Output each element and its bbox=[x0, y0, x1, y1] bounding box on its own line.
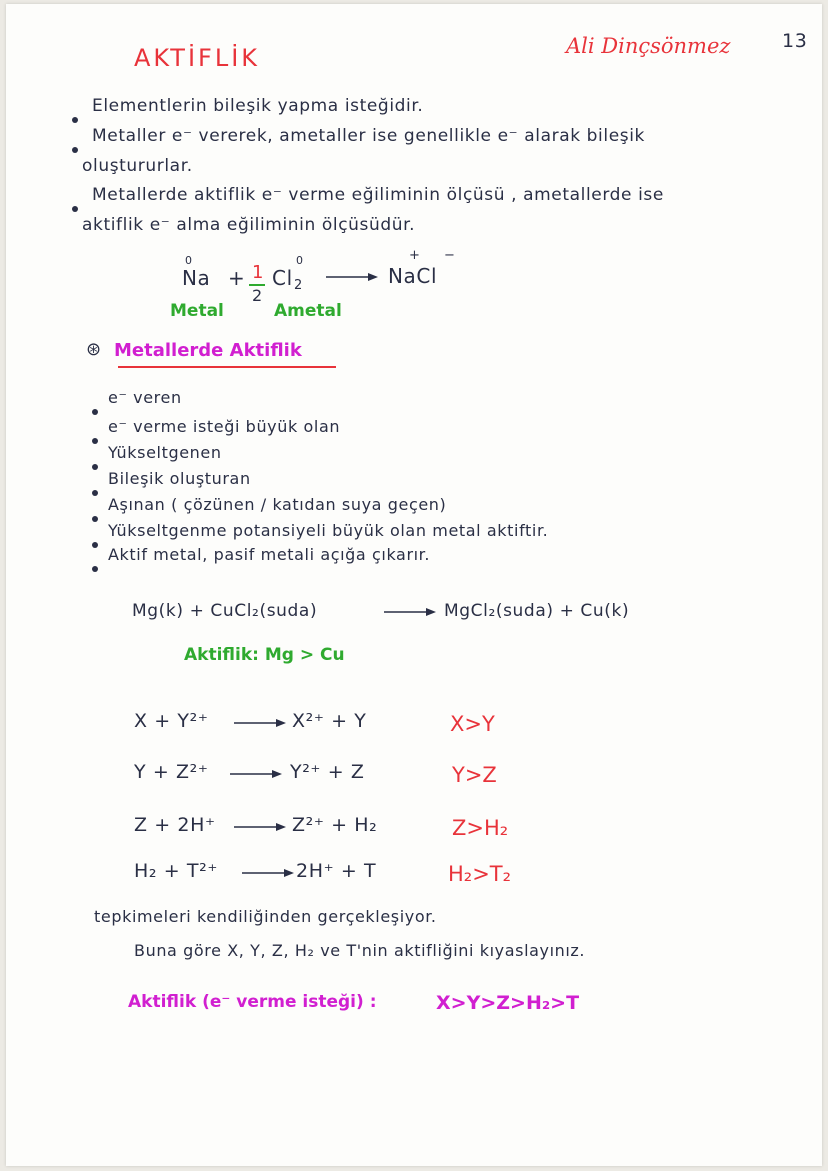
na-charge: 0 bbox=[185, 254, 193, 267]
property-item: e⁻ verme isteği büyük olan bbox=[108, 417, 341, 436]
reaction2-right: MgCl₂(suda) + Cu(k) bbox=[444, 601, 630, 621]
coef-denominator: 2 bbox=[252, 286, 263, 305]
reaction-left: X + Y²⁺ bbox=[134, 710, 209, 732]
intro-line-2a: Metaller e⁻ vererek, ametaller ise genellikle e⁻ alarak bileşik bbox=[92, 126, 645, 146]
answer-order: X>Y>Z>H₂>T bbox=[436, 992, 580, 1014]
reaction2-result: Aktiflik: Mg > Cu bbox=[184, 645, 345, 665]
property-item: Aşınan ( çözünen / katıdan suya geçen) bbox=[108, 495, 447, 514]
bullet-icon bbox=[72, 197, 78, 216]
reaction-arrow-icon bbox=[228, 767, 284, 781]
intro-line-1: Elementlerin bileşik yapma isteğidir. bbox=[92, 96, 424, 116]
intro-line-3a: Metallerde aktiflik e⁻ verme eğiliminin ölçüsü , ametallerde ise bbox=[92, 185, 664, 205]
cl-charge: 0 bbox=[296, 254, 304, 267]
property-item: Bileşik oluşturan bbox=[108, 469, 251, 488]
property-item: Yükseltgenen bbox=[108, 443, 222, 462]
bullet-icon bbox=[72, 138, 78, 157]
reaction-result: X>Y bbox=[450, 712, 495, 736]
reaction-arrow-icon bbox=[324, 270, 380, 284]
nacl-symbol: NaCl bbox=[388, 264, 438, 288]
reaction-arrow-icon bbox=[232, 820, 288, 834]
reaction-arrow-icon bbox=[382, 605, 438, 619]
bullet-icon bbox=[92, 481, 98, 500]
intro-line-2b: oluştururlar. bbox=[82, 156, 193, 176]
bullet-icon bbox=[72, 108, 78, 127]
conclusion-line-2: Buna göre X, Y, Z, H₂ ve T'nin aktifliğini kıyaslayınız. bbox=[134, 941, 586, 960]
author-name: Ali Dinçsönmez bbox=[566, 34, 731, 58]
bullet-icon bbox=[92, 533, 98, 552]
coef-numerator: 1 bbox=[252, 262, 264, 283]
conclusion-line-1: tepkimeleri kendiliğinden gerçekleşiyor. bbox=[94, 907, 437, 926]
reaction-left: Y + Z²⁺ bbox=[134, 761, 209, 783]
page-title: AKTİFLİK bbox=[134, 44, 261, 72]
intro-line-3b: aktiflik e⁻ alma eğiliminin ölçüsüdür. bbox=[82, 215, 416, 235]
reaction-right: X²⁺ + Y bbox=[292, 710, 367, 732]
label-ametal: Ametal bbox=[274, 301, 342, 321]
page-number: 13 bbox=[782, 30, 808, 52]
property-item: e⁻ veren bbox=[108, 388, 182, 407]
reaction-result: Y>Z bbox=[452, 763, 497, 787]
reaction-left: Z + 2H⁺ bbox=[134, 814, 216, 836]
reaction-left: H₂ + T²⁺ bbox=[134, 860, 218, 882]
bullet-icon bbox=[92, 400, 98, 419]
na-symbol: Na bbox=[182, 266, 211, 290]
nacl-charges: + − bbox=[409, 248, 465, 263]
reaction-right: Z²⁺ + H₂ bbox=[292, 814, 378, 836]
cl-symbol: Cl bbox=[272, 266, 293, 290]
plus-sign: + bbox=[228, 266, 246, 290]
section-underline bbox=[118, 366, 336, 368]
label-metal: Metal bbox=[170, 301, 224, 321]
reaction-right: Y²⁺ + Z bbox=[290, 761, 365, 783]
property-item: Aktif metal, pasif metali açığa çıkarır. bbox=[108, 545, 431, 564]
answer-label: Aktiflik (e⁻ verme isteği) : bbox=[128, 992, 377, 1012]
property-item: Yükseltgenme potansiyeli büyük olan metal aktiftir. bbox=[108, 521, 549, 540]
cl-subscript: 2 bbox=[294, 278, 303, 293]
reaction-right: 2H⁺ + T bbox=[296, 860, 377, 882]
section-title: Metallerde Aktiflik bbox=[114, 340, 302, 361]
reaction-arrow-icon bbox=[240, 866, 296, 880]
reaction-result: Z>H₂ bbox=[452, 816, 509, 840]
reaction-arrow-icon bbox=[232, 716, 288, 730]
reaction2-left: Mg(k) + CuCl₂(suda) bbox=[132, 601, 318, 621]
bullet-icon bbox=[92, 455, 98, 474]
reaction-result: H₂>T₂ bbox=[448, 862, 512, 886]
flower-bullet-icon: ⊛ bbox=[86, 339, 102, 360]
bullet-icon bbox=[92, 557, 98, 576]
notebook-page bbox=[6, 4, 822, 1166]
bullet-icon bbox=[92, 507, 98, 526]
bullet-icon bbox=[92, 429, 98, 448]
